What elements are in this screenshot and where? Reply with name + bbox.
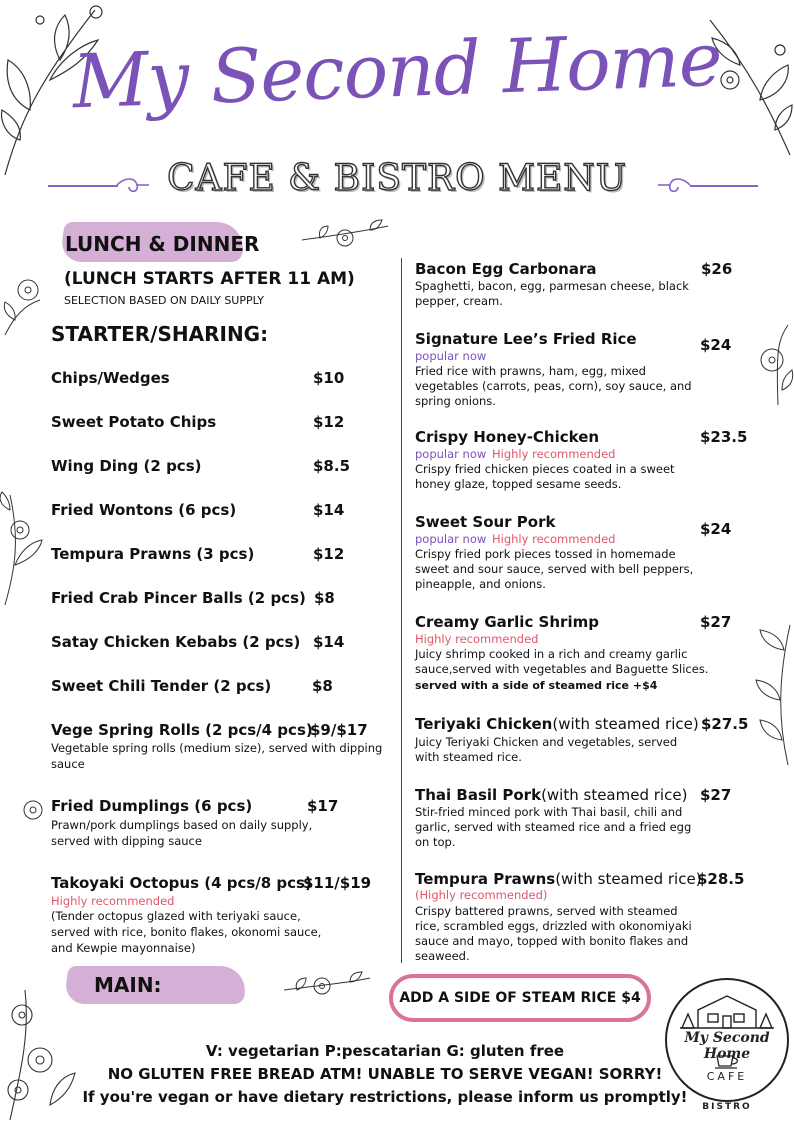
- garlic-shrimp-desc-1: Juicy shrimp cooked in a rich and creamy garlic: [415, 647, 688, 661]
- teriyaki-title: Teriyaki Chicken: [415, 715, 553, 733]
- starter-item-7: Sweet Chili Tender (2 pcs): [51, 677, 272, 695]
- dietary-restrictions-note: If you're vegan or have dietary restrictions, please inform us promptly!: [82, 1088, 688, 1106]
- floral-sprig-lunch-icon: [300, 218, 390, 254]
- starter-price-2: $8.5: [313, 457, 351, 475]
- sweet-sour-tag-1: popular now: [415, 532, 487, 546]
- logo-cafe: CAFE: [706, 1070, 748, 1083]
- tempura-price: $28.5: [697, 870, 745, 888]
- lunch-start-note: (LUNCH STARTS AFTER 11 AM): [64, 269, 355, 289]
- basil-pork-name: [415, 786, 687, 804]
- fried-rice-tag: popular now: [415, 349, 487, 363]
- starter-price-3: $14: [313, 501, 345, 519]
- starter-price-0: $10: [313, 369, 345, 387]
- garlic-shrimp-price: $27: [700, 613, 732, 631]
- takoyaki-desc-3: and Kewpie mayonnaise): [51, 941, 196, 955]
- starter-item-0: Chips/Wedges: [51, 369, 170, 387]
- honey-chicken-tag-1: popular now: [415, 447, 487, 461]
- teriyaki-suffix: (with steamed rice): [552, 715, 699, 733]
- starter-price-5: $8: [314, 589, 335, 607]
- takoyaki-name: Takoyaki Octopus (4 pcs/8 pcs): [51, 874, 312, 892]
- rice-side-badge: ADD A SIDE OF STEAM RICE $4: [389, 974, 651, 1022]
- garlic-shrimp-name: Creamy Garlic Shrimp: [415, 613, 599, 631]
- main-heading: MAIN:: [94, 973, 162, 997]
- honey-chicken-desc-1: Crispy fried chicken pieces coated in a sweet: [415, 462, 675, 476]
- tempura-name: [415, 870, 702, 888]
- dumplings-desc-2: served with dipping sauce: [51, 834, 202, 848]
- garlic-shrimp-tag: Highly recommended: [415, 632, 539, 646]
- takoyaki-desc-2: served with rice, bonito flakes, okonomi sauce,: [51, 925, 322, 939]
- fried-rice-name: Signature Lee’s Fried Rice: [415, 330, 637, 348]
- starter-item-1: Sweet Potato Chips: [51, 413, 217, 431]
- sweet-sour-tag-2: Highly recommended: [492, 532, 616, 546]
- fried-rice-price: $24: [700, 336, 732, 354]
- spring-rolls-desc-1: Vegetable spring rolls (medium size), served with dipping: [51, 741, 383, 755]
- teriyaki-desc-2: with steamed rice.: [415, 750, 522, 764]
- starter-price-1: $12: [313, 413, 345, 431]
- sweet-sour-price: $24: [700, 520, 732, 538]
- starter-item-4: Tempura Prawns (3 pcs): [51, 545, 255, 563]
- fried-rice-desc-1: Fried rice with prawns, ham, egg, mixed: [415, 364, 646, 378]
- starter-heading: STARTER/SHARING:: [51, 322, 269, 346]
- honey-chicken-tag-2: Highly recommended: [492, 447, 616, 461]
- dumplings-price: $17: [307, 797, 339, 815]
- menu-subtitle: CAFE & BISTRO MENU: [166, 158, 628, 199]
- tempura-title: Tempura Prawns: [415, 870, 556, 888]
- dumplings-desc-1: Prawn/pork dumplings based on daily supply,: [51, 818, 313, 832]
- honey-chicken-name: Crispy Honey-Chicken: [415, 428, 600, 446]
- tempura-desc-4: seaweed.: [415, 949, 470, 963]
- coffee-cup-icon: [713, 1050, 741, 1070]
- honey-chicken-price: $23.5: [700, 428, 748, 446]
- tempura-tag: (Highly recommended): [415, 888, 548, 902]
- lunch-heading: LUNCH & DINNER: [65, 232, 260, 256]
- floral-sprig-main-icon: [282, 968, 372, 1004]
- fried-rice-desc-2: vegetables (carrots, peas, corn), soy sauce, and: [415, 379, 692, 393]
- column-divider: [401, 258, 402, 963]
- carbonara-price: $26: [701, 260, 733, 278]
- swirl-right-icon: [656, 175, 692, 195]
- takoyaki-tag: Highly recommended: [51, 894, 175, 908]
- basil-pork-price: $27: [700, 786, 732, 804]
- tempura-desc-3: sauce and mayo, topped with bonito flakes and: [415, 934, 689, 948]
- takoyaki-price: $11/$19: [303, 874, 372, 892]
- divider-right: [690, 185, 758, 187]
- logo-bistro: BISTRO: [702, 1102, 752, 1112]
- sweet-sour-desc-3: pineapple, and onions.: [415, 577, 546, 591]
- starter-item-5: Fried Crab Pincer Balls (2 pcs): [51, 589, 306, 607]
- sweet-sour-desc-2: sweet and sour sauce, served with bell peppers,: [415, 562, 694, 576]
- carbonara-name: Bacon Egg Carbonara: [415, 260, 597, 278]
- dumplings-name: Fried Dumplings (6 pcs): [51, 797, 253, 815]
- tempura-desc-1: Crispy battered prawns, served with steamed: [415, 904, 678, 918]
- fried-rice-desc-3: spring onions.: [415, 394, 496, 408]
- floral-right-mid-icon: [748, 320, 794, 410]
- teriyaki-name: [415, 715, 699, 733]
- starter-price-7: $8: [312, 677, 333, 695]
- basil-pork-suffix: (with steamed rice): [541, 786, 688, 804]
- tempura-desc-2: rice, scrambled eggs, drizzled with okonomiyaki: [415, 919, 692, 933]
- gluten-vegan-note: NO GLUTEN FREE BREAD ATM! UNABLE TO SERVE VEGAN! SORRY!: [107, 1065, 663, 1083]
- sweet-sour-desc-1: Crispy fried pork pieces tossed in homemade: [415, 547, 676, 561]
- tempura-suffix: (with steamed rice): [555, 870, 702, 888]
- floral-left-lower-icon: [0, 490, 50, 610]
- starter-price-4: $12: [313, 545, 345, 563]
- garlic-shrimp-extra: served with a side of steamed rice +$4: [415, 679, 658, 692]
- starter-item-6: Satay Chicken Kebabs (2 pcs): [51, 633, 301, 651]
- garlic-shrimp-desc-2: sauce,served with vegetables and Baguette Slices.: [415, 662, 709, 676]
- menu-title: My Second Home: [71, 16, 723, 126]
- takoyaki-desc-1: (Tender octopus glazed with teriyaki sauce,: [51, 909, 301, 923]
- floral-left-mid-icon: [0, 270, 55, 340]
- starter-price-6: $14: [313, 633, 345, 651]
- carbonara-desc-2: pepper, cream.: [415, 294, 503, 308]
- spring-rolls-price: $9/$17: [310, 721, 368, 739]
- basil-pork-desc-3: on top.: [415, 835, 456, 849]
- sweet-sour-name: Sweet Sour Pork: [415, 513, 556, 531]
- logo-name: My Second Home: [684, 1030, 770, 1062]
- floral-right-lower-icon: [748, 620, 794, 770]
- starter-item-2: Wing Ding (2 pcs): [51, 457, 202, 475]
- spring-rolls-desc-2: sauce: [51, 757, 85, 771]
- teriyaki-desc-1: Juicy Teriyaki Chicken and vegetables, served: [415, 735, 678, 749]
- teriyaki-price: $27.5: [701, 715, 749, 733]
- basil-pork-desc-2: garlic, served with steamed rice and a fried egg: [415, 820, 692, 834]
- floral-left-dumpling-icon: [16, 795, 50, 825]
- diet-legend: V: vegetarian P:pescatarian G: gluten free: [205, 1042, 565, 1060]
- house-logo-icon: [678, 992, 776, 1030]
- basil-pork-title: Thai Basil Pork: [415, 786, 542, 804]
- carbonara-desc-1: Spaghetti, bacon, egg, parmesan cheese, black: [415, 279, 689, 293]
- spring-rolls-name: Vege Spring Rolls (2 pcs/4 pcs): [51, 721, 313, 739]
- supply-note: SELECTION BASED ON DAILY SUPPLY: [64, 294, 265, 307]
- basil-pork-desc-1: Stir-fried minced pork with Thai basil, chili and: [415, 805, 683, 819]
- starter-item-3: Fried Wontons (6 pcs): [51, 501, 237, 519]
- honey-chicken-desc-2: honey glaze, topped sesame seeds.: [415, 477, 622, 491]
